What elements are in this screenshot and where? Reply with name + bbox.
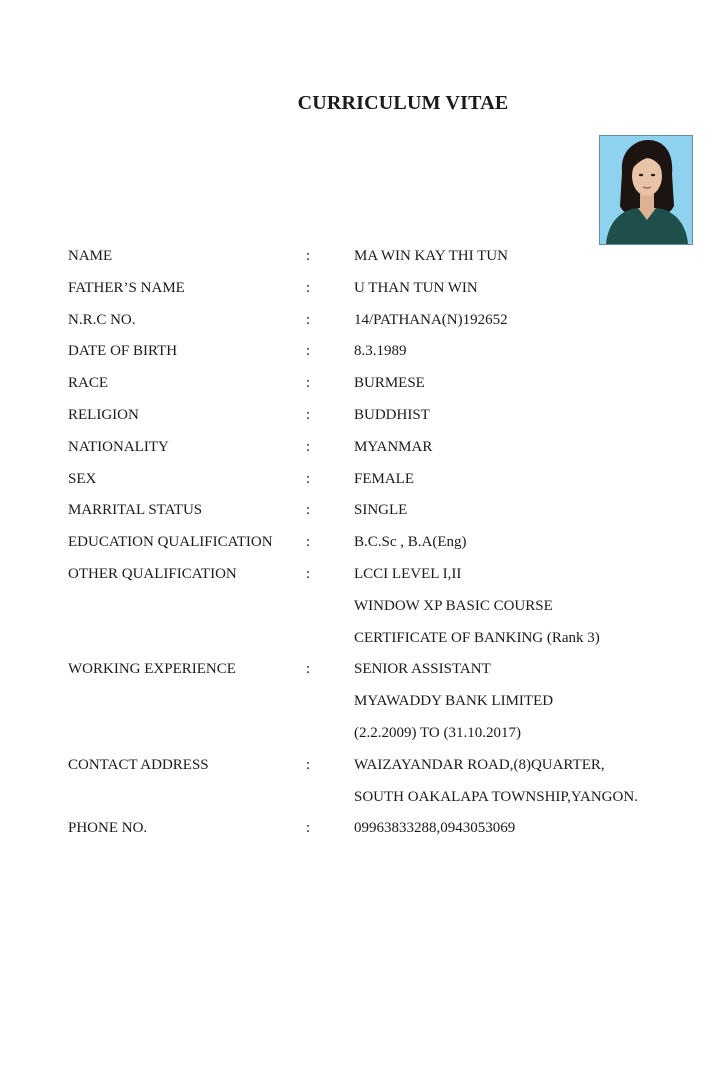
detail-value: BURMESE: [354, 375, 425, 392]
detail-value: BUDDHIST: [354, 406, 430, 423]
detail-value: 14/PATHANA(N)192652: [354, 311, 508, 328]
portrait-photo-icon: [600, 136, 692, 244]
detail-separator: :: [306, 565, 311, 582]
detail-label: WORKING EXPERIENCE: [68, 661, 236, 678]
detail-value: MYAWADDY BANK LIMITED: [354, 693, 554, 710]
detail-row: [68, 436, 688, 468]
portrait-photo: [599, 135, 693, 245]
detail-row: [68, 690, 688, 722]
detail-separator: :: [306, 534, 311, 551]
detail-row: [68, 722, 688, 754]
page-title: CURRICULUM VITAE: [297, 92, 509, 114]
detail-separator: :: [306, 343, 311, 360]
detail-separator: :: [306, 406, 311, 423]
detail-row: [68, 531, 688, 563]
detail-row: [68, 754, 688, 786]
detail-label: DATE OF BIRTH: [68, 343, 178, 360]
detail-label: OTHER QUALIFICATION: [68, 565, 237, 582]
detail-row: [68, 627, 688, 659]
detail-label: CONTACT ADDRESS: [68, 756, 209, 773]
detail-row: [68, 340, 688, 372]
detail-value: WINDOW XP BASIC COURSE: [354, 597, 553, 614]
detail-row: [68, 499, 688, 531]
detail-label: SEX: [68, 470, 97, 487]
detail-row: [68, 404, 688, 436]
detail-row: [68, 658, 688, 690]
detail-value: MYANMAR: [354, 438, 433, 455]
personal-details-list: [68, 245, 688, 849]
detail-label: MARRITAL STATUS: [68, 502, 203, 519]
detail-row: [68, 372, 688, 404]
detail-separator: :: [306, 820, 311, 837]
detail-separator: :: [306, 438, 311, 455]
detail-value: SINGLE: [354, 502, 408, 519]
detail-row: [68, 277, 688, 309]
detail-value: SENIOR ASSISTANT: [354, 661, 491, 678]
detail-value: WAIZAYANDAR ROAD,(8)QUARTER,: [354, 756, 605, 773]
detail-separator: :: [306, 248, 311, 264]
detail-value: FEMALE: [354, 470, 414, 487]
detail-separator: :: [306, 279, 311, 296]
detail-value: B.C.Sc , B.A(Eng): [354, 534, 467, 551]
detail-separator: :: [306, 502, 311, 519]
detail-row: [68, 309, 688, 341]
detail-label: RACE: [68, 375, 109, 392]
detail-separator: :: [306, 661, 311, 678]
detail-label: EDUCATION QUALIFICATION: [68, 534, 273, 551]
detail-value: 8.3.1989: [354, 343, 407, 360]
detail-value: 09963833288,0943053069: [354, 820, 516, 837]
detail-label: NAME: [68, 248, 113, 264]
detail-separator: :: [306, 311, 311, 328]
detail-separator: :: [306, 756, 311, 773]
detail-separator: :: [306, 470, 311, 487]
detail-value: SOUTH OAKALAPA TOWNSHIP,YANGON.: [354, 788, 638, 805]
detail-label: FATHER’S NAME: [68, 279, 185, 296]
detail-separator: :: [306, 375, 311, 392]
detail-label: N.R.C NO.: [68, 311, 136, 328]
detail-row: [68, 817, 688, 849]
detail-value: MA WIN KAY THI TUN: [354, 248, 508, 264]
detail-row: [68, 563, 688, 595]
detail-value: LCCI LEVEL I,II: [354, 565, 462, 582]
detail-row: [68, 786, 688, 818]
detail-value: U THAN TUN WIN: [354, 279, 478, 296]
detail-label: NATIONALITY: [68, 438, 169, 455]
detail-value: (2.2.2009) TO (31.10.2017): [354, 724, 521, 741]
detail-value: CERTIFICATE OF BANKING (Rank 3): [354, 629, 600, 646]
detail-row: [68, 468, 688, 500]
detail-row: [68, 595, 688, 627]
detail-label: RELIGION: [68, 406, 139, 423]
detail-row: [68, 245, 688, 277]
detail-label: PHONE NO.: [68, 820, 148, 837]
